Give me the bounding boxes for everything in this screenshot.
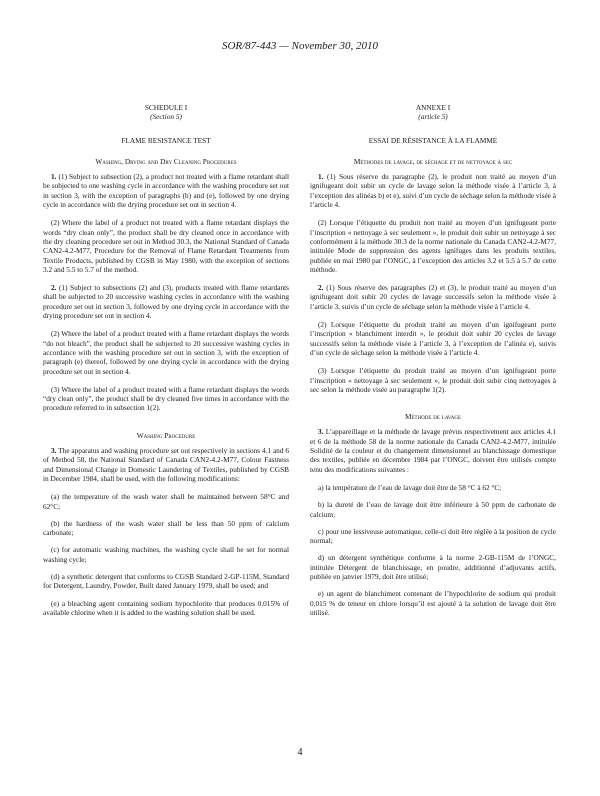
paragraph-2-1 (43, 283, 289, 320)
list-item: (b) the hardness of the wash water shall be less than 50 ppm of calcium carbonate; (43, 518, 289, 538)
paragraph-2-1 (310, 283, 556, 311)
paragraph-text: (1) Sous réserve des paragraphes (2) et (3), le produit traité au moyen d’un ignifugeant doit subir 20 cycles de lavage successifs selon la méthode visée à l’article 3, suivis d’un cycle de séchage selon la méthode visée à l’article 4. (310, 283, 556, 311)
paragraph-2-2: (2) Lorsque l’étiquette du produit traité au moyen d’un ignifugeant porte l’inscription « blanchiment interdit », le produit doit subir 20 cycles de lavage successifs selon la méthode visée à l’article 3, à l’exception de l’alinéa e), suivis d’un cycle de séchage selon la méthode visée à l’article 4. (310, 320, 556, 357)
list-item: a) la température de l’eau de lavage doit être de 58 °C à 62 °C; (318, 482, 502, 492)
paragraph-2-3: (3) Where the label of a product treated with a flame retardant displays the words “dry clean only”, the product shall be dry cleaned five times in accordance with the procedure referred to in subsection 1(2). (43, 384, 289, 413)
subheading-procedures: Méthodes de lavage, de séchage et de nettoyage à sec (353, 156, 513, 166)
list-item: (d) a synthetic detergent that conforms to CGSB Standard 2-GP-115M, Standard for Detergent, Laundry, Powder, Built dated January 1979, shall be used; and (43, 571, 289, 591)
paragraph-3 (310, 427, 556, 473)
schedule-title: FLAME RESISTANCE TEST (121, 135, 211, 145)
section-number: 3. (51, 446, 57, 456)
subheading-washing: Washing Procedure (136, 430, 196, 440)
section-number: 1. (51, 172, 57, 182)
section-reference: (Section 5) (150, 112, 182, 122)
paragraph-1-1 (310, 172, 556, 209)
list-item: (a) the temperature of the wash water shall be maintained between 58°C and 62°C; (43, 492, 289, 511)
section-reference: (article 5) (418, 112, 448, 122)
list-item: c) pour une lessiveuse automatique, celle-ci doit être réglée à la position de cycle normal; (310, 526, 556, 546)
page-number: 4 (297, 747, 303, 758)
paragraph-1-1 (43, 172, 289, 209)
english-column (43, 103, 289, 625)
schedule-label: ANNEXE I (415, 103, 451, 112)
paragraph-text: The apparatus and washing procedure set out respectively in sections 4.1 and 6 of Method 58, the National Standard of Canada CAN2-4.2-M77, Colour Fastness and Dimensional Change in Domestic Laundering of Textiles, published by CGSB in December 1984, shall be used, with the following modifications: (43, 446, 289, 483)
paragraph-text: (1) Sous réserve du paragraphe (2), le produit non traité au moyen d’un ignifugeant doit subir un cycle de lavage selon la méthode visée à l’article 3, à l’exception des alinéas b) et e), suivi d’un cycle de séchage selon la méthode visée à l’article 4. (310, 172, 556, 210)
running-header: SOR/87-443 — November 30, 2010 (221, 40, 379, 52)
paragraph-1-2: (2) Lorsque l’étiquette du produit non traité au moyen d’un ignifugeant porte l’inscription « nettoyage à sec seulement », le produit doit subir un nettoyage à sec conformément à la méthode 30.3 de la norme nationale du Canada CAN2-4.2-M77, intitulée Mode de suppression des agents ignifuges dans les produits textiles, publiée en mai 1980 par l’ONGC, à l’exception des articles 3.2 et 5.5 à 5.7 de cette méthode. (310, 218, 556, 274)
section-number: 3. (318, 427, 324, 437)
paragraph-text: (1) Subject to subsection (2), a product not treated with a flame retardant shall be subjected to one washing cycle in accordance with the washing procedure set out in section 3, with the exception of paragraphs (b) and (e), followed by one drying cycle in accordance with the drying procedure set out in section 4. (43, 172, 289, 210)
paragraph-2-2: (2) Where the label of a product treated with a flame retardant displays the words “do not bleach”, the product shall be subjected to 20 successive washing cycles in accordance with the washing procedure set out in section 3, with the exception of paragraph (e) thereof, followed by one drying cycle in accordance with the drying procedure set out in section 4. (43, 329, 289, 376)
paragraph-2-3: (3) Lorsque l’étiquette du produit traité au moyen d’un ignifugeant porte l’inscription « nettoyage à sec seulement », le produit doit subir cinq nettoyages à sec selon la méthode visée au paragraphe 1(2). (310, 366, 556, 394)
paragraph-3 (43, 446, 289, 483)
list-item: (c) for automatic washing machines, the washing cycle shall be set for normal washing cycle; (43, 545, 289, 564)
list-item: e) un agent de blanchiment contenant de l’hypochlorite de sodium qui produit 0,015 % de teneur en chlore lorsqu’il est ajouté à la solution de lavage doit être utilisé. (310, 589, 556, 617)
section-number: 2. (51, 283, 57, 293)
paragraph-1-2: (2) Where the label of a product not treated with a flame retardant displays the words “dry clean only”, the product shall be dry cleaned once in accordance with the dry cleaning procedure set out in Method 30.3, the National Standard of Canada CAN2-4.2-M77, Procedure for the Removal of Flame Retardant Treatments from Textile Products, published by CGSB in May 1980, with the exception of sections 3.2 and 5.5 to 5.7 of the method. (43, 218, 289, 274)
section-number: 1. (318, 172, 324, 182)
section-number: 2. (318, 283, 324, 293)
list-item: d) un détergent synthétique conforme à la norme 2-GB-115M de l’ONGC, intitulée Détergent de blanchissage, en poudre, additionné d’adjuvants actifs, publiée en janvier 1979, doit être utilisé; (310, 553, 556, 581)
french-column (310, 103, 556, 625)
list-item: (e) a bleaching agent containing sodium hypochlorite that produces 0.015% of available chlorine when it is added to the washing solution shall be used. (43, 598, 289, 617)
paragraph-text: (1) Subject to subsections (2) and (3), products treated with flame retardants shall be subjected to 20 successive washing cycles in accordance with the washing procedure set out in section 3, followed by one drying cycle in accordance with the drying procedure set out in section 4. (43, 283, 289, 321)
subheading-procedures: Washing, Drying and Dry Cleaning Procedures (95, 156, 237, 166)
paragraph-text: L’appareillage et la méthode de lavage prévus respectivement aux articles 4.1 et 6 de la méthode 58 de la norme nationale du Canada CAN2-4.2-M77, intitulée Solidité de la couleur et du changement dimensionnel au blanchissage domestique des textiles, publiée en décembre 1984 par l’ONGC, doivent être utilisés compte tenu des modifications suivantes : (310, 427, 556, 474)
subheading-washing: Méthode de lavage (404, 412, 462, 422)
schedule-label: SCHEDULE I (144, 103, 188, 112)
schedule-title: ESSAI DE RÉSISTANCE À LA FLAMME (368, 135, 498, 145)
list-item: b) la dureté de l’eau de lavage doit être inférieure à 50 ppm de carbonate de calcium; (310, 500, 556, 519)
